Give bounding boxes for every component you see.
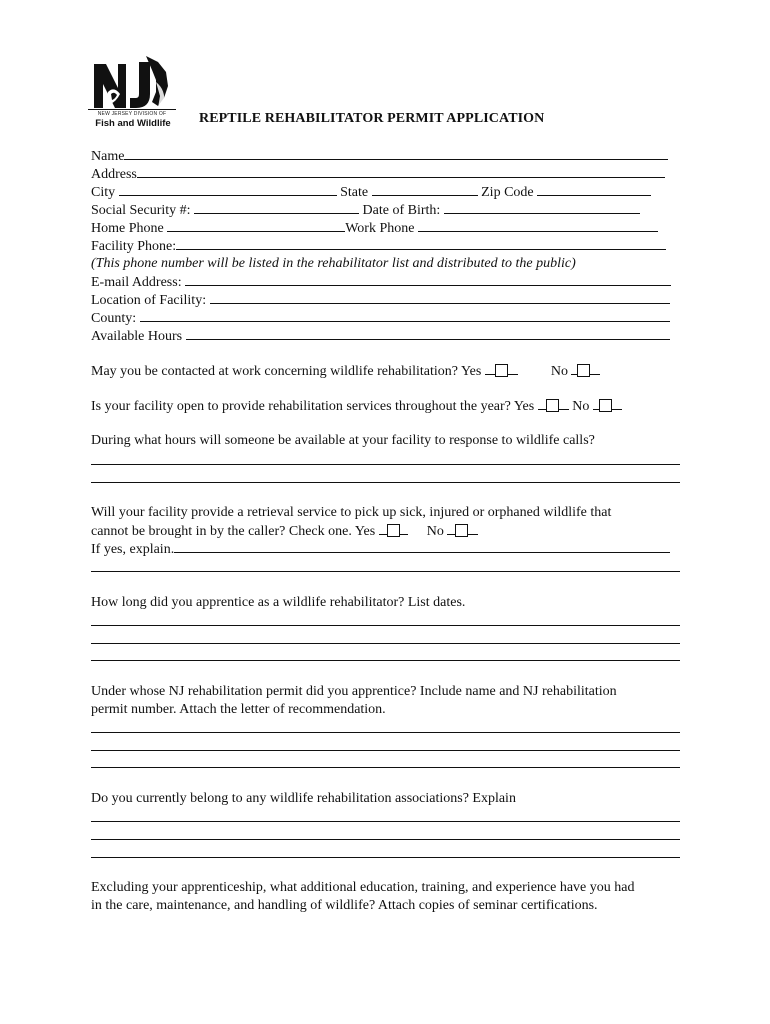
q4-text-line-1: Will your facility provide a retrieval service to pick up sick, injured or orphaned wildlife that — [91, 505, 612, 520]
q4-no-checkbox[interactable] — [455, 524, 468, 537]
address-field[interactable] — [137, 165, 665, 178]
q1-no-checkbox[interactable] — [577, 364, 590, 377]
address-row — [91, 165, 665, 183]
q7-text: Do you currently belong to any wildlife rehabilitation associations? Explain — [91, 791, 516, 806]
phone-note: (This phone number will be listed in the rehabilitator list and distributed to the public) — [91, 256, 576, 271]
home-phone-field[interactable] — [167, 219, 345, 232]
q3-text: During what hours will someone be available at your facility to response to wildlife calls? — [91, 433, 595, 448]
city-row — [91, 183, 651, 201]
q4-text-line-2: cannot be brought in by the caller? Check one. Yes — [91, 524, 376, 539]
facility-phone-label: Facility Phone: — [91, 239, 177, 254]
q4-row — [91, 522, 478, 540]
dob-label: Date of Birth: — [362, 203, 441, 218]
agency-name: Fish and Wildlife — [95, 118, 171, 129]
hours-label: Available Hours — [91, 329, 183, 344]
q4-answer-line-2[interactable] — [91, 571, 680, 572]
q2-row — [91, 397, 622, 415]
page-title: REPTILE REHABILITATOR PERMIT APPLICATION — [199, 111, 545, 126]
q7-answer-line-3[interactable] — [91, 857, 680, 858]
hours-row — [91, 327, 670, 345]
q5-answer-line-1[interactable] — [91, 625, 680, 626]
dob-field[interactable] — [444, 201, 640, 214]
location-field[interactable] — [210, 291, 670, 304]
location-label: Location of Facility: — [91, 293, 207, 308]
home-phone-label: Home Phone — [91, 221, 164, 236]
name-label: Name — [91, 149, 125, 164]
city-field[interactable] — [119, 183, 337, 196]
state-label: State — [340, 185, 369, 200]
zip-label: Zip Code — [481, 185, 534, 200]
email-field[interactable] — [185, 273, 671, 286]
q1-row — [91, 362, 600, 380]
q4-explain-field[interactable] — [174, 540, 670, 553]
q8-text-line-2: in the care, maintenance, and handling of wildlife? Attach copies of seminar certifications. — [91, 898, 598, 913]
q4-yes-checkbox[interactable] — [387, 524, 400, 537]
q3-answer-line-1[interactable] — [91, 464, 680, 465]
q2-no-label: No — [572, 399, 590, 414]
city-label: City — [91, 185, 116, 200]
email-label: E-mail Address: — [91, 275, 182, 290]
location-row — [91, 291, 670, 309]
state-field[interactable] — [372, 183, 478, 196]
work-phone-field[interactable] — [418, 219, 658, 232]
q5-answer-line-3[interactable] — [91, 660, 680, 661]
q6-answer-line-3[interactable] — [91, 767, 680, 768]
county-row — [91, 309, 670, 327]
facility-phone-row — [91, 237, 666, 255]
q3-answer-line-2[interactable] — [91, 482, 680, 483]
q8-text-line-1: Excluding your apprenticeship, what additional education, training, and experience have you had — [91, 880, 635, 895]
agency-division-text: NEW JERSEY DIVISION OF — [97, 111, 167, 117]
county-field[interactable] — [140, 309, 670, 322]
facility-phone-field[interactable] — [176, 237, 666, 250]
q6-text-line-1: Under whose NJ rehabilitation permit did you apprentice? Include name and NJ rehabilitation — [91, 684, 617, 699]
q1-yes-checkbox[interactable] — [495, 364, 508, 377]
work-phone-label: Work Phone — [345, 221, 415, 236]
name-field[interactable] — [124, 147, 668, 160]
q2-no-checkbox[interactable] — [599, 399, 612, 412]
q4-explain-label: If yes, explain. — [91, 542, 175, 557]
hours-field[interactable] — [186, 327, 670, 340]
q7-answer-line-1[interactable] — [91, 821, 680, 822]
ssn-field[interactable] — [194, 201, 359, 214]
q2-yes-checkbox[interactable] — [546, 399, 559, 412]
ssn-row — [91, 201, 640, 219]
q6-answer-line-1[interactable] — [91, 732, 680, 733]
q6-text-line-2: permit number. Attach the letter of recommendation. — [91, 702, 386, 717]
q6-answer-line-2[interactable] — [91, 750, 680, 751]
email-row — [91, 273, 671, 291]
address-label: Address — [91, 167, 137, 182]
nj-logo-graphic-icon — [86, 52, 178, 114]
q4-no-label: No — [426, 524, 444, 539]
q2-text: Is your facility open to provide rehabilitation services throughout the year? Yes — [91, 399, 535, 414]
q1-text: May you be contacted at work concerning wildlife rehabilitation? Yes — [91, 364, 482, 379]
q5-text: How long did you apprentice as a wildlife rehabilitator? List dates. — [91, 595, 466, 610]
q4-explain-row — [91, 540, 670, 558]
q5-answer-line-2[interactable] — [91, 643, 680, 644]
phone-row — [91, 219, 658, 237]
q1-no-label: No — [550, 364, 568, 379]
county-label: County: — [91, 311, 137, 326]
zip-field[interactable] — [537, 183, 651, 196]
ssn-label: Social Security #: — [91, 203, 191, 218]
name-row — [91, 147, 668, 165]
q7-answer-line-2[interactable] — [91, 839, 680, 840]
nj-fish-wildlife-logo — [86, 52, 178, 132]
